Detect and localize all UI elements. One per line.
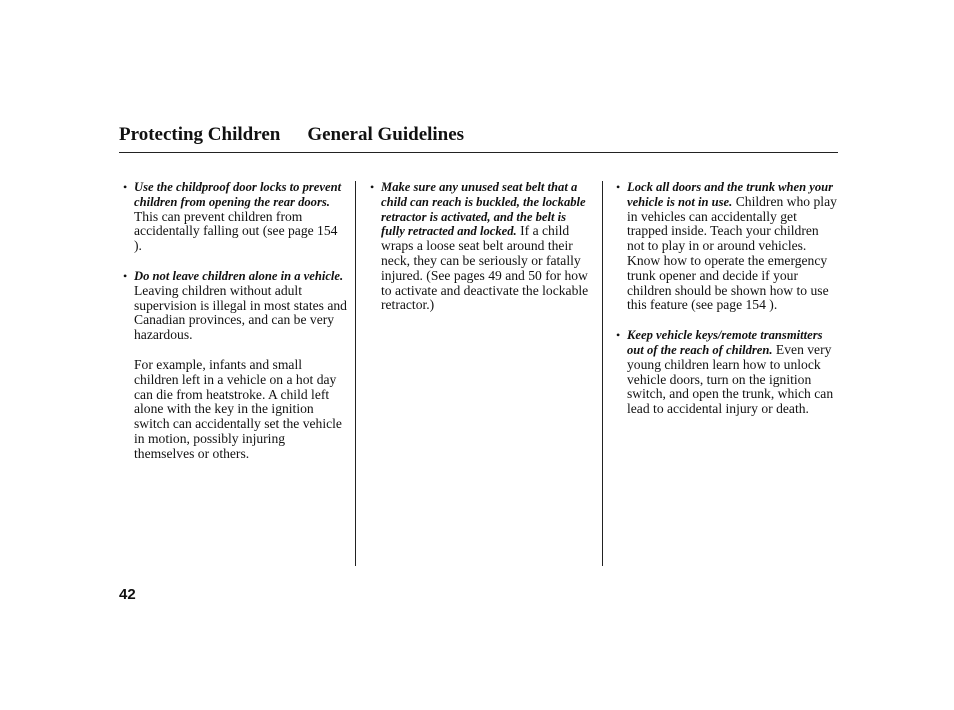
bullet-text: Even very young children learn how to unlock vehicle doors, turn on the ignition switch, and open the trunk, which can lead to accidental injury or death. bbox=[627, 341, 834, 417]
section-title: Protecting Children bbox=[119, 124, 281, 145]
bullet-childproof-locks bbox=[134, 180, 348, 254]
column-divider-2 bbox=[602, 181, 603, 566]
column-1 bbox=[134, 180, 348, 462]
column-divider-1 bbox=[355, 181, 356, 566]
page-title bbox=[119, 124, 464, 146]
bullet-lead: Keep vehicle keys/remote transmitters out of the reach of children. bbox=[627, 328, 823, 357]
paragraph-text: For example, infants and small children left in a vehicle on a hot day can die from heatstroke. A child left alone with the key in the ignition switch can accidentally set the vehicle in motion, possibly injuring themselves or others. bbox=[134, 356, 342, 461]
bullet-text: If a child wraps a loose seat belt around their neck, they can be seriously or fatally injured. (See pages 49 and 50 for how to activate and deactivate the lockable retractor.) bbox=[381, 223, 589, 313]
bullet-lock-doors-trunk bbox=[627, 180, 839, 313]
section-subtitle: General Guidelines bbox=[307, 124, 465, 145]
bullet-do-not-leave-children bbox=[134, 269, 348, 343]
bullet-text: This can prevent children from accidentally falling out (see page 154 ). bbox=[134, 208, 338, 254]
bullet-text: Leaving children without adult supervision is illegal in most states and Canadian provinces, and can be very hazardous. bbox=[134, 282, 347, 343]
column-3 bbox=[627, 180, 839, 417]
bullet-text: Children who play in vehicles can accidentally get trapped inside. Teach your children not to play in or around vehicles. Know how to operate the emergency trunk opener and decide if your children should be shown how to use this feature (see page 154 ). bbox=[627, 193, 837, 313]
header-rule bbox=[119, 152, 838, 153]
bullet-lead: Use the childproof door locks to prevent children from opening the rear doors. bbox=[134, 180, 342, 209]
page-number: 42 bbox=[119, 586, 136, 603]
bullet-keep-keys-away bbox=[627, 328, 839, 417]
bullet-lead: Make sure any unused seat belt that a child can reach is buckled, the lockable retractor is activated, and the belt is fully retracted and locked. bbox=[381, 180, 586, 239]
column-2 bbox=[381, 180, 591, 313]
bullet-lead: Lock all doors and the trunk when your vehicle is not in use. bbox=[627, 180, 834, 209]
paragraph-heatstroke bbox=[134, 358, 348, 462]
bullet-lead: Do not leave children alone in a vehicle. bbox=[134, 268, 344, 283]
bullet-unused-seat-belt bbox=[381, 180, 591, 313]
